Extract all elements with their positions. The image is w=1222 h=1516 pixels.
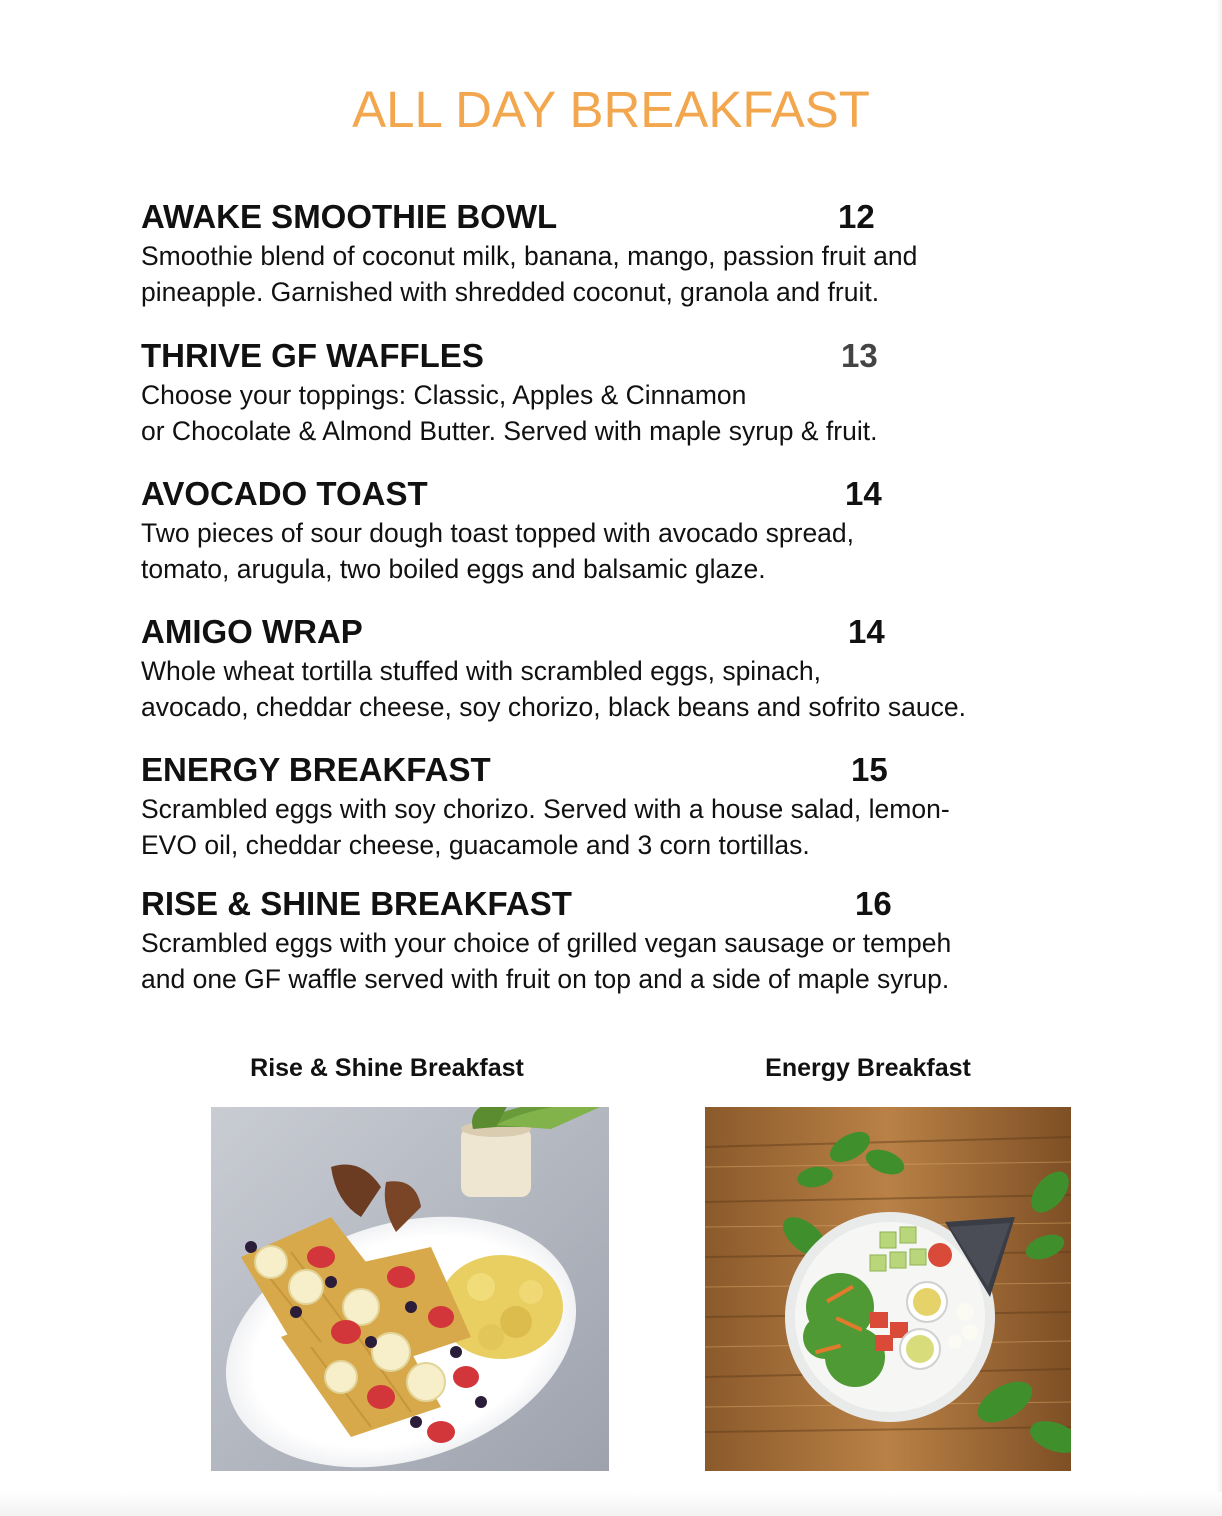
- description-line: avocado, cheddar cheese, soy chorizo, black beans and sofrito sauce.: [141, 692, 966, 722]
- item-name: THRIVE GF WAFFLES: [141, 337, 484, 374]
- salad-bowl-image: [705, 1107, 1071, 1471]
- item-price: 16: [855, 885, 892, 922]
- item-description: [141, 653, 1141, 725]
- waffle-plate-image: [211, 1107, 609, 1471]
- description-line: or Chocolate & Almond Butter. Served with maple syrup & fruit.: [141, 416, 878, 446]
- item-description: [141, 791, 1141, 863]
- description-line: Scrambled eggs with your choice of grilled vegan sausage or tempeh: [141, 928, 952, 958]
- item-price: 14: [845, 475, 882, 512]
- description-line: Scrambled eggs with soy chorizo. Served with a house salad, lemon-: [141, 794, 950, 824]
- item-description: [141, 515, 1141, 587]
- item-description: [141, 925, 1141, 997]
- item-description: [141, 238, 1141, 310]
- item-price: 13: [841, 337, 878, 374]
- item-name: ENERGY BREAKFAST: [141, 751, 491, 788]
- item-name: RISE & SHINE BREAKFAST: [141, 885, 572, 922]
- item-name: AMIGO WRAP: [141, 613, 363, 650]
- description-line: Choose your toppings: Classic, Apples & Cinnamon: [141, 380, 747, 410]
- description-line: Smoothie blend of coconut milk, banana, mango, passion fruit and: [141, 241, 918, 271]
- item-name: AVOCADO TOAST: [141, 475, 428, 512]
- item-price: 12: [838, 198, 875, 235]
- item-price: 14: [848, 613, 885, 650]
- page-right-edge: [1216, 0, 1222, 1516]
- item-description: [141, 377, 1141, 449]
- energy-breakfast-photo: [705, 1107, 1071, 1471]
- photo-caption-energy: Energy Breakfast: [765, 1054, 971, 1082]
- item-name: AWAKE SMOOTHIE BOWL: [141, 198, 558, 235]
- item-price: 15: [851, 751, 888, 788]
- description-line: tomato, arugula, two boiled eggs and balsamic glaze.: [141, 554, 766, 584]
- rise-and-shine-photo: [211, 1107, 609, 1471]
- description-line: Two pieces of sour dough toast topped with avocado spread,: [141, 518, 855, 548]
- description-line: and one GF waffle served with fruit on top and a side of maple syrup.: [141, 964, 950, 994]
- description-line: EVO oil, cheddar cheese, guacamole and 3 corn tortillas.: [141, 830, 810, 860]
- page-bottom-edge: [0, 1492, 1222, 1516]
- description-line: Whole wheat tortilla stuffed with scrambled eggs, spinach,: [141, 656, 822, 686]
- page-title: ALL DAY BREAKFAST: [352, 81, 870, 138]
- photo-caption-rise-and-shine: Rise & Shine Breakfast: [250, 1054, 524, 1082]
- description-line: pineapple. Garnished with shredded coconut, granola and fruit.: [141, 277, 880, 307]
